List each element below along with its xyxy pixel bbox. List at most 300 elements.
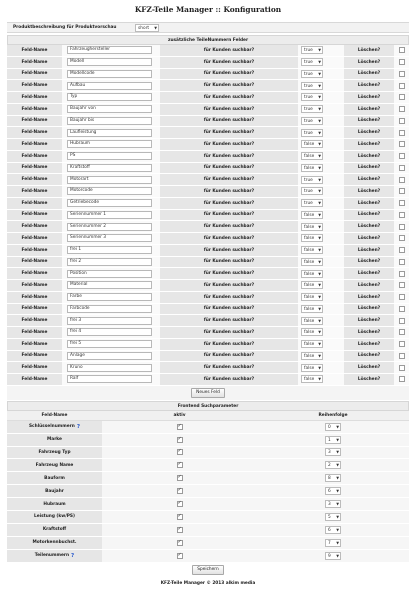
field-name-input[interactable]: Seriennummer 2 bbox=[67, 223, 152, 231]
field-row bbox=[7, 233, 409, 245]
searchable-select[interactable] bbox=[301, 105, 323, 113]
field-row bbox=[7, 304, 409, 316]
searchable-value: true bbox=[304, 60, 313, 66]
searchable-label: für Kunden suchbar? bbox=[160, 139, 298, 150]
param-name: Fahrzeug Typ bbox=[38, 449, 71, 455]
active-checkbox[interactable] bbox=[177, 449, 183, 455]
chevron-down-icon: ▼ bbox=[318, 353, 321, 358]
chevron-down-icon: ▼ bbox=[318, 342, 321, 347]
chevron-down-icon: ▼ bbox=[318, 142, 321, 147]
field-name-input[interactable]: Farbe bbox=[67, 293, 152, 301]
searchable-select[interactable] bbox=[301, 58, 323, 66]
field-name-label: Feld-Name bbox=[7, 186, 62, 197]
param-order-cell bbox=[257, 459, 409, 471]
param-order-cell bbox=[257, 524, 409, 536]
header-order: Reihenfolge bbox=[318, 412, 348, 418]
field-name-cell bbox=[62, 174, 160, 185]
delete-checkbox[interactable] bbox=[399, 353, 405, 359]
param-name: Baujahr bbox=[45, 488, 64, 494]
field-name-input[interactable]: Laufleistung bbox=[67, 129, 152, 137]
delete-label: Löschen? bbox=[344, 339, 394, 350]
searchable-cell bbox=[298, 210, 344, 221]
param-name: Hubraum bbox=[43, 501, 66, 507]
active-checkbox[interactable] bbox=[177, 437, 183, 443]
field-name-input[interactable]: frei 5 bbox=[67, 340, 152, 348]
order-value: 6 bbox=[328, 527, 331, 533]
param-active-cell bbox=[102, 472, 257, 484]
searchable-cell bbox=[298, 69, 344, 80]
searchable-label: für Kunden suchbar? bbox=[160, 315, 298, 326]
delete-checkbox[interactable] bbox=[399, 282, 405, 288]
param-name: Kraftstoff bbox=[42, 527, 67, 533]
field-name-cell bbox=[62, 127, 160, 138]
searchable-label: für Kunden suchbar? bbox=[160, 280, 298, 291]
searchable-value: false bbox=[304, 306, 315, 312]
delete-checkbox[interactable] bbox=[399, 59, 405, 65]
field-name-cell bbox=[62, 268, 160, 279]
order-value: 2 bbox=[328, 463, 331, 469]
delete-checkbox[interactable] bbox=[399, 177, 405, 183]
field-name-input[interactable]: PS bbox=[67, 152, 152, 160]
searchable-select[interactable] bbox=[301, 223, 323, 231]
param-active-cell bbox=[102, 485, 257, 497]
save-row bbox=[7, 563, 409, 577]
chevron-down-icon: ▼ bbox=[318, 306, 321, 311]
field-row bbox=[7, 57, 409, 69]
searchable-cell bbox=[298, 174, 344, 185]
searchable-select[interactable] bbox=[301, 199, 323, 207]
searchable-cell bbox=[298, 327, 344, 338]
param-row bbox=[7, 498, 409, 511]
searchable-select[interactable] bbox=[301, 129, 323, 137]
searchable-select[interactable] bbox=[301, 234, 323, 242]
searchable-select[interactable] bbox=[301, 317, 323, 325]
field-name-cell bbox=[62, 257, 160, 268]
param-name: Motorkennbuchst. bbox=[32, 540, 77, 546]
param-order-cell bbox=[257, 434, 409, 446]
searchable-label: für Kunden suchbar? bbox=[160, 174, 298, 185]
field-name-label: Feld-Name bbox=[7, 174, 62, 185]
field-name-input[interactable]: frei 3 bbox=[67, 317, 152, 325]
searchable-value: true bbox=[304, 118, 313, 124]
field-row bbox=[7, 174, 409, 186]
field-name-label: Feld-Name bbox=[7, 127, 62, 138]
field-row bbox=[7, 351, 409, 363]
delete-cell bbox=[394, 127, 409, 138]
delete-label: Löschen? bbox=[344, 362, 394, 373]
frontend-header-row bbox=[7, 411, 409, 421]
param-active-cell bbox=[102, 421, 257, 433]
field-row bbox=[7, 210, 409, 222]
param-name-cell bbox=[7, 524, 102, 536]
chevron-down-icon: ▼ bbox=[318, 330, 321, 335]
delete-checkbox[interactable] bbox=[399, 71, 405, 77]
active-checkbox[interactable] bbox=[177, 553, 183, 559]
searchable-select[interactable] bbox=[301, 46, 323, 54]
searchable-select[interactable] bbox=[301, 93, 323, 101]
chevron-down-icon: ▼ bbox=[318, 189, 321, 194]
delete-cell bbox=[394, 69, 409, 80]
searchable-label: für Kunden suchbar? bbox=[160, 221, 298, 232]
active-checkbox[interactable] bbox=[177, 540, 183, 546]
param-order-cell bbox=[257, 485, 409, 497]
delete-cell bbox=[394, 362, 409, 373]
searchable-cell bbox=[298, 351, 344, 362]
delete-cell bbox=[394, 257, 409, 268]
delete-checkbox[interactable] bbox=[399, 130, 405, 136]
field-name-input[interactable]: Aufbau bbox=[67, 82, 152, 90]
searchable-value: true bbox=[304, 130, 313, 136]
new-field-row bbox=[7, 386, 409, 400]
header-active: aktiv bbox=[173, 412, 186, 418]
param-row bbox=[7, 459, 409, 472]
searchable-value: false bbox=[304, 142, 315, 148]
searchable-label: für Kunden suchbar? bbox=[160, 327, 298, 338]
chevron-down-icon: ▼ bbox=[318, 83, 321, 88]
help-icon[interactable]: ? bbox=[76, 423, 81, 430]
delete-checkbox[interactable] bbox=[399, 153, 405, 159]
delete-checkbox[interactable] bbox=[399, 329, 405, 335]
field-name-input[interactable]: Seriennummer 1 bbox=[67, 211, 152, 219]
delete-cell bbox=[394, 268, 409, 279]
delete-checkbox[interactable] bbox=[399, 365, 405, 371]
field-name-label: Feld-Name bbox=[7, 45, 62, 56]
searchable-select[interactable] bbox=[301, 117, 323, 125]
searchable-cell bbox=[298, 362, 344, 373]
field-name-label: Feld-Name bbox=[7, 163, 62, 174]
delete-label: Löschen? bbox=[344, 151, 394, 162]
delete-checkbox[interactable] bbox=[399, 118, 405, 124]
active-checkbox[interactable] bbox=[177, 424, 183, 430]
param-name-cell bbox=[7, 459, 102, 471]
param-active-cell bbox=[102, 434, 257, 446]
field-name-input[interactable]: Getriebecode bbox=[67, 199, 152, 207]
delete-label: Löschen? bbox=[344, 45, 394, 56]
field-name-input[interactable]: Position bbox=[67, 270, 152, 278]
field-row bbox=[7, 268, 409, 280]
field-row bbox=[7, 151, 409, 163]
field-name-input[interactable]: Modellcode bbox=[67, 70, 152, 78]
order-select[interactable] bbox=[325, 526, 341, 534]
param-active-cell bbox=[102, 537, 257, 549]
order-select[interactable] bbox=[325, 436, 341, 444]
param-active-cell bbox=[102, 524, 257, 536]
header-field-name: Feld-Name bbox=[41, 412, 68, 418]
searchable-select[interactable] bbox=[301, 152, 323, 160]
field-name-label: Feld-Name bbox=[7, 304, 62, 315]
field-row bbox=[7, 315, 409, 327]
searchable-select[interactable] bbox=[301, 176, 323, 184]
field-row bbox=[7, 257, 409, 269]
searchable-label: für Kunden suchbar? bbox=[160, 245, 298, 256]
param-name-cell bbox=[7, 485, 102, 497]
delete-checkbox[interactable] bbox=[399, 212, 405, 218]
delete-checkbox[interactable] bbox=[399, 165, 405, 171]
param-row bbox=[7, 447, 409, 460]
searchable-cell bbox=[298, 233, 344, 244]
delete-label: Löschen? bbox=[344, 304, 394, 315]
chevron-down-icon: ▼ bbox=[318, 259, 321, 264]
delete-label: Löschen? bbox=[344, 92, 394, 103]
help-icon[interactable]: ? bbox=[71, 552, 75, 559]
delete-checkbox[interactable] bbox=[399, 224, 405, 230]
chevron-down-icon: ▼ bbox=[318, 118, 321, 123]
delete-checkbox[interactable] bbox=[399, 94, 405, 100]
fields-table bbox=[7, 45, 409, 386]
param-name-cell bbox=[7, 498, 102, 510]
searchable-select[interactable] bbox=[301, 246, 323, 254]
field-name-input[interactable]: Anlage bbox=[67, 352, 152, 360]
field-name-input[interactable]: Kraftstoff bbox=[67, 164, 152, 172]
delete-cell bbox=[394, 374, 409, 385]
chevron-down-icon: ▼ bbox=[318, 165, 321, 170]
delete-checkbox[interactable] bbox=[399, 83, 405, 89]
delete-cell bbox=[394, 80, 409, 91]
field-name-input[interactable]: Baujahr bis bbox=[67, 117, 152, 125]
field-name-input[interactable]: Motorart bbox=[67, 176, 152, 184]
searchable-select[interactable] bbox=[301, 340, 323, 348]
save-button[interactable]: Speichern bbox=[192, 565, 223, 575]
chevron-down-icon: ▼ bbox=[318, 271, 321, 276]
delete-checkbox[interactable] bbox=[399, 47, 405, 53]
param-name-cell bbox=[7, 550, 102, 562]
searchable-value: false bbox=[304, 165, 315, 171]
chevron-down-icon: ▼ bbox=[336, 514, 339, 519]
param-name: Schlüsselnummern bbox=[28, 424, 75, 430]
searchable-label: für Kunden suchbar? bbox=[160, 57, 298, 68]
field-name-cell bbox=[62, 280, 160, 291]
order-select[interactable] bbox=[325, 448, 341, 456]
searchable-label: für Kunden suchbar? bbox=[160, 292, 298, 303]
chevron-down-icon: ▼ bbox=[318, 130, 321, 135]
delete-checkbox[interactable] bbox=[399, 247, 405, 253]
param-order-cell bbox=[257, 537, 409, 549]
order-select[interactable] bbox=[325, 423, 341, 431]
delete-label: Löschen? bbox=[344, 292, 394, 303]
delete-checkbox[interactable] bbox=[399, 188, 405, 194]
order-value: 3 bbox=[328, 502, 331, 508]
field-name-cell bbox=[62, 163, 160, 174]
searchable-label: für Kunden suchbar? bbox=[160, 374, 298, 385]
active-checkbox[interactable] bbox=[177, 488, 183, 494]
active-checkbox[interactable] bbox=[177, 514, 183, 520]
searchable-select[interactable] bbox=[301, 328, 323, 336]
field-name-label: Feld-Name bbox=[7, 104, 62, 115]
order-select[interactable] bbox=[325, 539, 341, 547]
param-row bbox=[7, 485, 409, 498]
field-name-label: Feld-Name bbox=[7, 292, 62, 303]
searchable-value: true bbox=[304, 95, 313, 101]
delete-checkbox[interactable] bbox=[399, 271, 405, 277]
searchable-select[interactable] bbox=[301, 164, 323, 172]
delete-label: Löschen? bbox=[344, 69, 394, 80]
param-name: Marke bbox=[47, 437, 62, 443]
field-name-input[interactable]: Seriennummer 3 bbox=[67, 234, 152, 242]
searchable-value: true bbox=[304, 177, 313, 183]
searchable-value: false bbox=[304, 353, 315, 359]
chevron-down-icon: ▼ bbox=[318, 154, 321, 159]
chevron-down-icon: ▼ bbox=[318, 48, 321, 53]
chevron-down-icon: ▼ bbox=[318, 248, 321, 253]
delete-cell bbox=[394, 327, 409, 338]
field-name-input[interactable]: Typ bbox=[67, 93, 152, 101]
delete-cell bbox=[394, 292, 409, 303]
searchable-value: false bbox=[304, 248, 315, 254]
searchable-label: für Kunden suchbar? bbox=[160, 92, 298, 103]
searchable-label: für Kunden suchbar? bbox=[160, 257, 298, 268]
chevron-down-icon: ▼ bbox=[336, 553, 339, 558]
field-name-label: Feld-Name bbox=[7, 221, 62, 232]
param-order-cell bbox=[257, 447, 409, 459]
searchable-select[interactable] bbox=[301, 140, 323, 148]
param-name-cell bbox=[7, 511, 102, 523]
delete-cell bbox=[394, 116, 409, 127]
searchable-select[interactable] bbox=[301, 270, 323, 278]
searchable-select[interactable] bbox=[301, 364, 323, 372]
field-row bbox=[7, 292, 409, 304]
field-name-input[interactable]: Ralf bbox=[67, 375, 152, 383]
delete-checkbox[interactable] bbox=[399, 306, 405, 312]
searchable-cell bbox=[298, 304, 344, 315]
searchable-select[interactable] bbox=[301, 305, 323, 313]
field-name-input[interactable]: Motorcode bbox=[67, 187, 152, 195]
searchable-cell bbox=[298, 198, 344, 209]
field-name-label: Feld-Name bbox=[7, 198, 62, 209]
delete-checkbox[interactable] bbox=[399, 318, 405, 324]
searchable-select[interactable] bbox=[301, 211, 323, 219]
field-row bbox=[7, 92, 409, 104]
searchable-select[interactable] bbox=[301, 187, 323, 195]
searchable-label: für Kunden suchbar? bbox=[160, 69, 298, 80]
product-description-select[interactable] bbox=[135, 24, 159, 32]
field-name-input[interactable]: Material bbox=[67, 281, 152, 289]
order-value: 3 bbox=[328, 450, 331, 456]
field-name-input[interactable]: Fahrzeughersteller bbox=[67, 46, 152, 54]
field-name-label: Feld-Name bbox=[7, 57, 62, 68]
searchable-value: false bbox=[304, 212, 315, 218]
delete-cell bbox=[394, 351, 409, 362]
new-field-button[interactable]: Neues Feld bbox=[191, 388, 225, 398]
searchable-value: true bbox=[304, 201, 313, 207]
searchable-cell bbox=[298, 186, 344, 197]
delete-cell bbox=[394, 163, 409, 174]
field-name-cell bbox=[62, 57, 160, 68]
delete-checkbox[interactable] bbox=[399, 294, 405, 300]
field-name-label: Feld-Name bbox=[7, 80, 62, 91]
field-name-label: Feld-Name bbox=[7, 374, 62, 385]
field-name-label: Feld-Name bbox=[7, 210, 62, 221]
field-name-label: Feld-Name bbox=[7, 280, 62, 291]
chevron-down-icon: ▼ bbox=[336, 489, 339, 494]
field-name-label: Feld-Name bbox=[7, 92, 62, 103]
chevron-down-icon: ▼ bbox=[318, 177, 321, 182]
field-name-input[interactable]: Kruno bbox=[67, 364, 152, 372]
delete-cell bbox=[394, 315, 409, 326]
field-name-input[interactable]: frei 2 bbox=[67, 258, 152, 266]
field-name-cell bbox=[62, 116, 160, 127]
delete-label: Löschen? bbox=[344, 374, 394, 385]
searchable-cell bbox=[298, 127, 344, 138]
searchable-select[interactable] bbox=[301, 293, 323, 301]
param-name-cell bbox=[7, 434, 102, 446]
field-name-input[interactable]: Baujahr von bbox=[67, 105, 152, 113]
param-row bbox=[7, 472, 409, 485]
param-name-cell bbox=[7, 447, 102, 459]
order-value: 0 bbox=[328, 424, 331, 430]
field-row bbox=[7, 163, 409, 175]
order-select[interactable] bbox=[325, 500, 341, 508]
searchable-select[interactable] bbox=[301, 352, 323, 360]
active-checkbox[interactable] bbox=[177, 527, 183, 533]
param-name: Fahrzeug Name bbox=[35, 462, 74, 468]
field-name-cell bbox=[62, 351, 160, 362]
searchable-select[interactable] bbox=[301, 70, 323, 78]
order-select[interactable] bbox=[325, 461, 341, 469]
order-select[interactable] bbox=[325, 552, 341, 560]
field-name-cell bbox=[62, 151, 160, 162]
searchable-label: für Kunden suchbar? bbox=[160, 210, 298, 221]
searchable-cell bbox=[298, 80, 344, 91]
order-select[interactable] bbox=[325, 474, 341, 482]
field-name-cell bbox=[62, 92, 160, 103]
delete-checkbox[interactable] bbox=[399, 141, 405, 147]
param-order-cell bbox=[257, 421, 409, 433]
param-name: Bauform bbox=[44, 475, 65, 481]
delete-cell bbox=[394, 151, 409, 162]
field-name-input[interactable]: Modell bbox=[67, 58, 152, 66]
field-name-input[interactable]: frei 1 bbox=[67, 246, 152, 254]
active-checkbox[interactable] bbox=[177, 501, 183, 507]
delete-checkbox[interactable] bbox=[399, 376, 405, 382]
delete-checkbox[interactable] bbox=[399, 341, 405, 347]
searchable-select[interactable] bbox=[301, 258, 323, 266]
order-select[interactable] bbox=[325, 513, 341, 521]
field-name-label: Feld-Name bbox=[7, 257, 62, 268]
field-name-cell bbox=[62, 45, 160, 56]
order-value: 9 bbox=[328, 553, 331, 559]
chevron-down-icon: ▼ bbox=[336, 437, 339, 442]
searchable-select[interactable] bbox=[301, 375, 323, 383]
field-name-cell bbox=[62, 104, 160, 115]
field-name-input[interactable]: frei 4 bbox=[67, 328, 152, 336]
delete-checkbox[interactable] bbox=[399, 259, 405, 265]
searchable-label: für Kunden suchbar? bbox=[160, 339, 298, 350]
field-row bbox=[7, 116, 409, 128]
delete-checkbox[interactable] bbox=[399, 106, 405, 112]
field-name-input[interactable]: Hubraum bbox=[67, 140, 152, 148]
searchable-select[interactable] bbox=[301, 82, 323, 90]
field-name-cell bbox=[62, 186, 160, 197]
field-name-cell bbox=[62, 315, 160, 326]
searchable-cell bbox=[298, 163, 344, 174]
order-select[interactable] bbox=[325, 487, 341, 495]
field-name-label: Feld-Name bbox=[7, 351, 62, 362]
field-name-label: Feld-Name bbox=[7, 116, 62, 127]
delete-checkbox[interactable] bbox=[399, 200, 405, 206]
active-checkbox[interactable] bbox=[177, 475, 183, 481]
chevron-down-icon: ▼ bbox=[318, 107, 321, 112]
searchable-select[interactable] bbox=[301, 281, 323, 289]
chevron-down-icon: ▼ bbox=[318, 283, 321, 288]
delete-cell bbox=[394, 139, 409, 150]
active-checkbox[interactable] bbox=[177, 462, 183, 468]
section-fields-header: zusätzliche TeileNummern Felder bbox=[7, 35, 409, 45]
delete-checkbox[interactable] bbox=[399, 235, 405, 241]
field-name-label: Feld-Name bbox=[7, 139, 62, 150]
order-value: 6 bbox=[328, 489, 331, 495]
delete-label: Löschen? bbox=[344, 116, 394, 127]
field-name-input[interactable]: Farbcode bbox=[67, 305, 152, 313]
